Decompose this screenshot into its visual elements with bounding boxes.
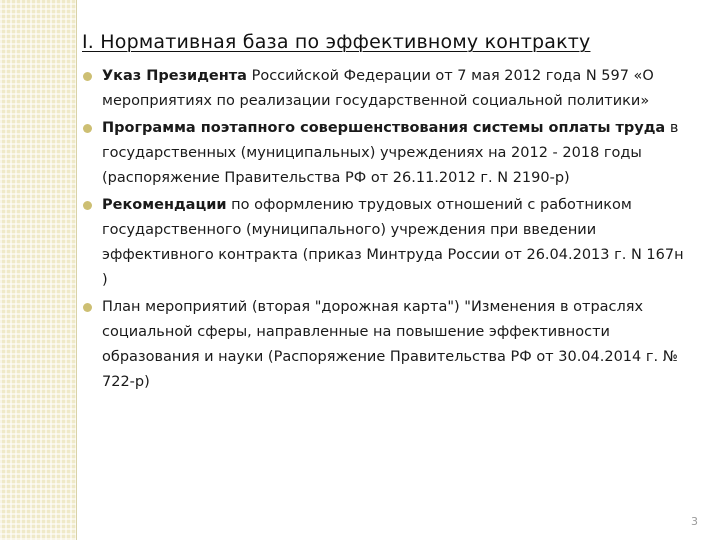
bullet-item-recommendations: [82, 193, 692, 293]
bullet-item-program: [82, 116, 692, 191]
bullet-item-decree: [82, 64, 692, 114]
slide-title: I. Нормативная база по эффективному контракту: [82, 31, 591, 53]
bullet-list: [82, 64, 692, 397]
bullet-text: Российской Федерации от 7 мая 2012 года N 597 «О мероприятиях по реализации государственной социальной политики»: [102, 68, 654, 109]
bullet-text: по оформлению трудовых отношений с работником государственного (муниципального) учреждения при введении эффективного контракта (приказ Минтруда России от 26.04.2013 г. N 167н ): [102, 197, 684, 288]
bullet-dot-icon: [83, 303, 92, 312]
bullet-bold-text: Указ Президента: [102, 68, 247, 84]
bullet-bold-text: Рекомендации: [102, 197, 227, 213]
side-band-divider: [76, 0, 77, 540]
bullet-text: в государственных (муниципальных) учреждениях на 2012 - 2018 годы (распоряжение Правительства РФ от 26.11.2012 г. N 2190-р): [102, 120, 679, 186]
bullet-dot-icon: [83, 201, 92, 210]
bullet-text: План мероприятий (вторая "дорожная карта") "Изменения в отраслях социальной сферы, направленные на повышение эффективности образования и науки (Распоряжение Правительства РФ от 30.04.2014 г. № 722-р): [102, 299, 678, 390]
decorative-side-band: [0, 0, 76, 540]
bullet-bold-text: Программа поэтапного совершенствования системы оплаты труда: [102, 120, 666, 136]
bullet-dot-icon: [83, 72, 92, 81]
bullet-item-action-plan: [82, 295, 692, 395]
page-number: 3: [691, 515, 698, 528]
bullet-dot-icon: [83, 124, 92, 133]
